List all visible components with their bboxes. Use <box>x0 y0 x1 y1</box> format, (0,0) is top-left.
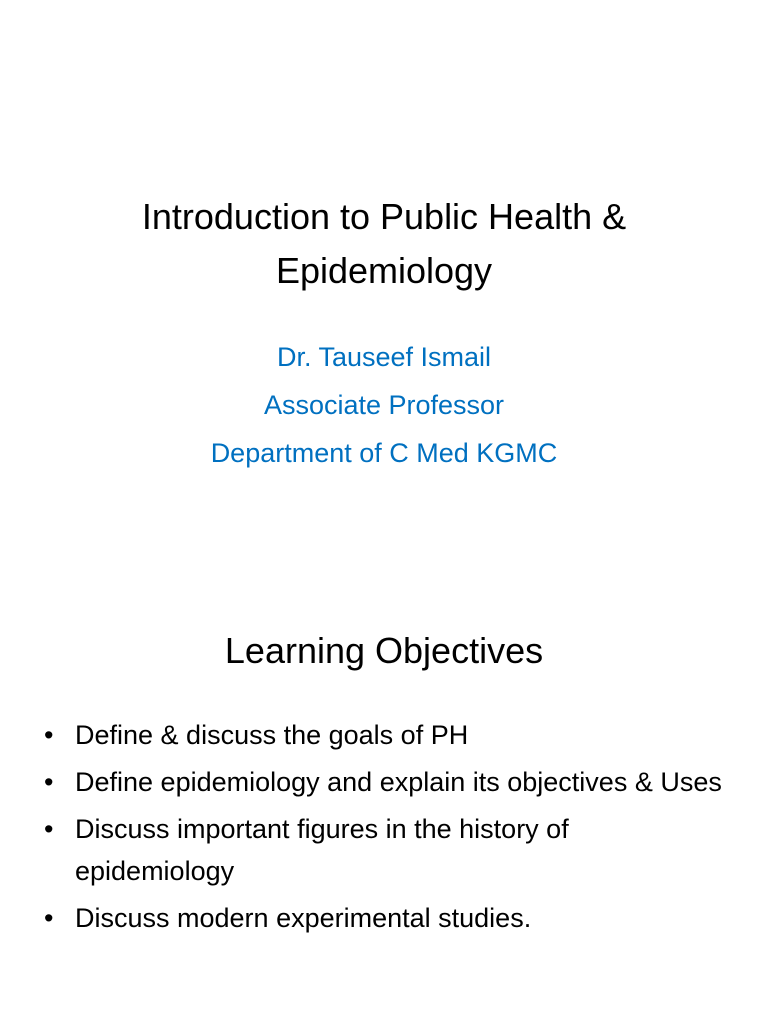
presenter-info <box>40 333 728 477</box>
bullet-icon: • <box>44 720 54 750</box>
list-item-text: Define epidemiology and explain its objectives & Uses <box>75 767 722 797</box>
list-item <box>40 897 728 939</box>
slide-title <box>40 190 728 298</box>
list-item-text: Discuss important figures in the history of epidemiology <box>75 814 569 886</box>
objectives-title: Learning Objectives <box>224 630 544 671</box>
title-line-2: Epidemiology <box>275 250 493 291</box>
list-item <box>40 761 728 803</box>
objectives-slide <box>0 576 768 1024</box>
list-item-text: Discuss modern experimental studies. <box>75 903 532 933</box>
bullet-icon: • <box>44 903 54 933</box>
presenter-name: Dr. Tauseef Ismail <box>276 342 492 372</box>
list-item <box>40 808 728 892</box>
bullet-icon: • <box>44 814 54 844</box>
presenter-department: Department of C Med KGMC <box>210 438 558 468</box>
title-line-1: Introduction to Public Health & <box>141 196 627 237</box>
objectives-list <box>40 714 728 944</box>
presenter-position: Associate Professor <box>263 390 505 420</box>
list-item-text: Define & discuss the goals of PH <box>75 720 469 750</box>
list-item <box>40 714 728 756</box>
bullet-icon: • <box>44 767 54 797</box>
